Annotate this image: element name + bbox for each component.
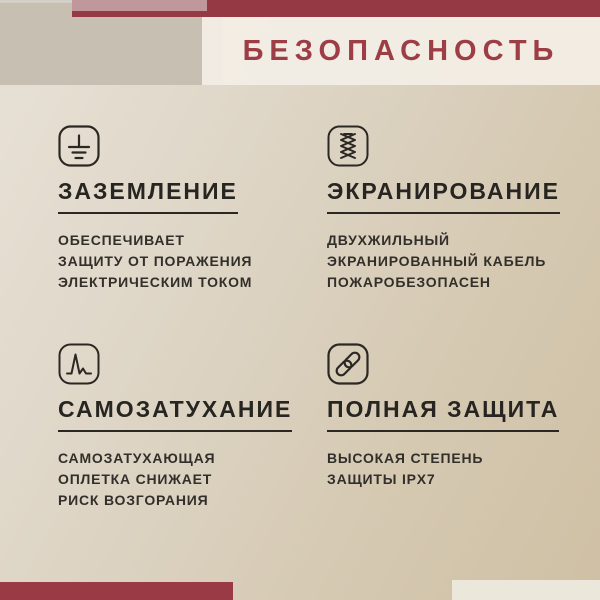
- feature-line: ОПЛЕТКА СНИЖАЕТ: [58, 471, 213, 487]
- feature-description: [58, 230, 314, 293]
- page-title: БЕЗОПАСНОСТЬ: [242, 34, 560, 67]
- feature-title: ЗАЗЕМЛЕНИЕ: [58, 181, 238, 214]
- feature-title: САМОЗАТУХАНИЕ: [58, 399, 292, 432]
- footer-red-block: [0, 582, 233, 600]
- feature-line: РИСК ВОЗГОРАНИЯ: [58, 492, 209, 508]
- feature-description: [58, 448, 314, 511]
- feature-title: ПОЛНАЯ ЗАЩИТА: [327, 399, 559, 432]
- feature-line: ЗАЩИТУ ОТ ПОРАЖЕНИЯ: [58, 253, 253, 269]
- feature-card-shielding: [327, 125, 583, 293]
- feature-line: ВЫСОКАЯ СТЕПЕНЬ: [327, 450, 484, 466]
- chain-link-icon: [327, 343, 369, 385]
- footer-cream-block: [452, 580, 600, 600]
- feature-line: ЗАЩИТЫ IPX7: [327, 471, 436, 487]
- feature-card-grounding: [58, 125, 314, 293]
- feature-description: [327, 448, 583, 490]
- feature-line: ДВУХЖИЛЬНЫЙ: [327, 232, 450, 248]
- feature-line: ЭКРАНИРОВАННЫЙ КАБЕЛЬ: [327, 253, 547, 269]
- feature-line: САМОЗАТУХАЮЩАЯ: [58, 450, 216, 466]
- header-title-box: [202, 17, 600, 85]
- damped-pulse-icon: [58, 343, 100, 385]
- grounding-icon: [58, 125, 100, 167]
- feature-card-self-extinguishing: [58, 343, 314, 511]
- feature-line: ПОЖАРОБЕЗОПАСЕН: [327, 274, 491, 290]
- header-pink-box: [72, 0, 207, 11]
- feature-card-full-protection: [327, 343, 583, 490]
- feature-description: [327, 230, 583, 293]
- feature-line: ОБЕСПЕЧИВАЕТ: [58, 232, 185, 248]
- feature-line: ЭЛЕКТРИЧЕСКИМ ТОКОМ: [58, 274, 253, 290]
- feature-title: ЭКРАНИРОВАНИЕ: [327, 181, 560, 214]
- braided-shield-icon: [327, 125, 369, 167]
